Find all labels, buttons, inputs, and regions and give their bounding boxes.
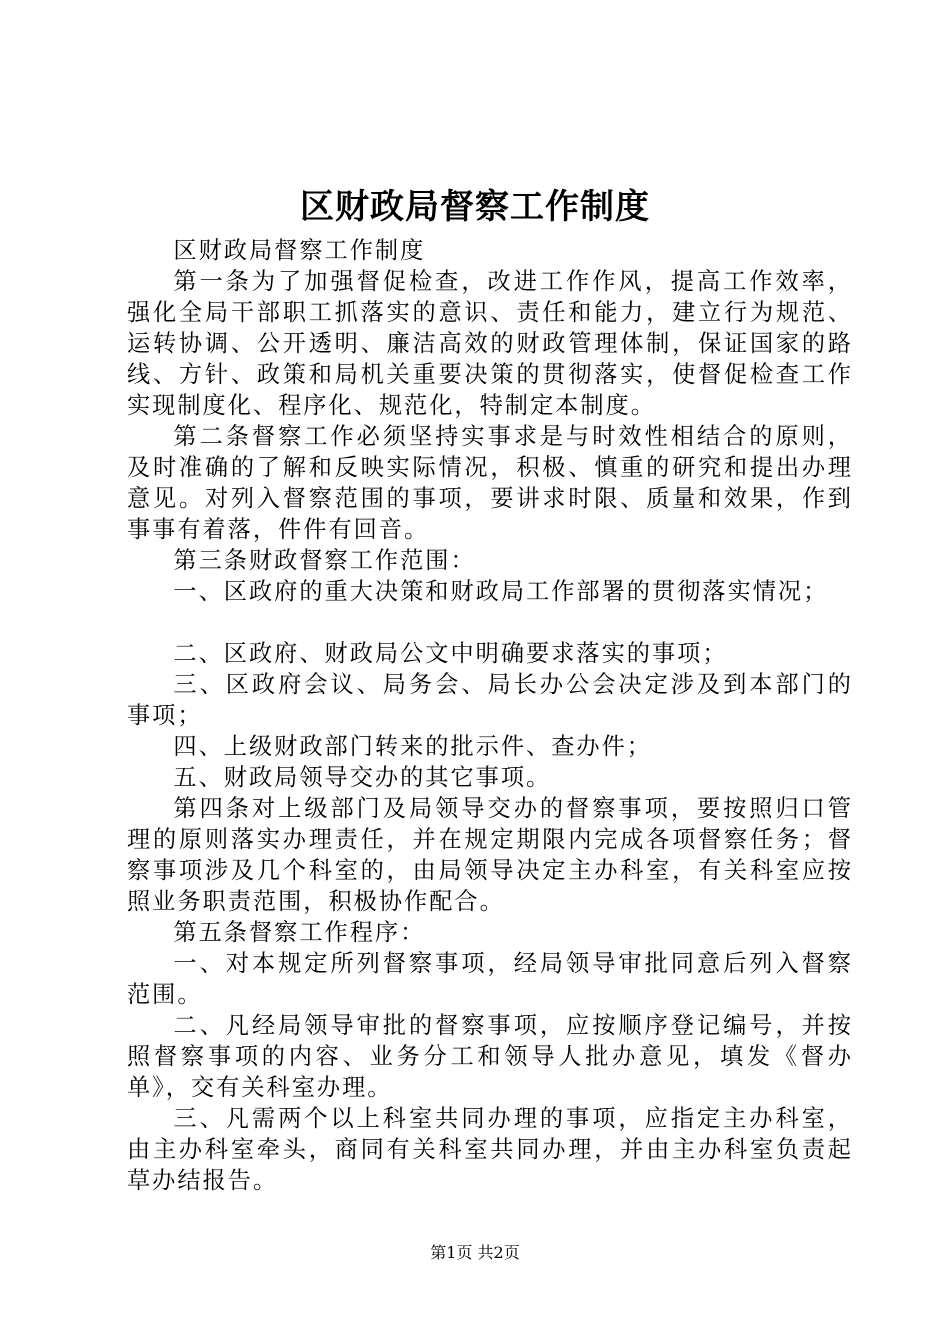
paragraph-scope-item-1: 一、区政府的重大决策和财政局工作部署的贯彻落实情况；	[173, 578, 829, 605]
paragraph-scope-item-5: 五、财政局领导交办的其它事项。	[173, 764, 552, 791]
paragraph-procedure-item-2: 二、凡经局领导审批的督察事项，应按顺序登记编号，并按照督察事项的内容、业务分工和领导人批办意见，填发《督办单》，交有关科室办理。	[127, 1012, 853, 1101]
paragraph-procedure-item-1: 一、对本规定所列督察事项，经局领导审批同意后列入督察范围。	[127, 950, 853, 1008]
paragraph-scope-item-3: 三、区政府会议、局务会、局长办公会决定涉及到本部门的事项；	[127, 671, 853, 729]
paragraph-scope-item-4: 四、上级财政部门转来的批示件、查办件；	[173, 733, 652, 760]
paragraph-procedure-item-3: 三、凡需两个以上科室共同办理的事项，应指定主办科室，由主办科室牵头，商同有关科室共同办理，并由主办科室负责起草办结报告。	[127, 1105, 853, 1194]
paragraph-heading: 区财政局督察工作制度	[173, 237, 426, 264]
paragraph-article-4: 第四条对上级部门及局领导交办的督察事项，要按照归口管理的原则落实办理责任，并在规定期限内完成各项督察任务；督察事项涉及几个科室的，由局领导决定主办科室，有关科室应按照业务职责范围，积极协作配合。	[127, 795, 853, 915]
paragraph-article-3: 第三条财政督察工作范围：	[173, 547, 476, 574]
paragraph-article-2: 第二条督察工作必须坚持实事求是与时效性相结合的原则，及时准确的了解和反映实际情况，积极、慎重的研究和提出办理意见。对列入督察范围的事项，要讲求时限、质量和效果，作到事事有着落，件件有回音。	[127, 423, 853, 543]
page-number-footer: 第1页 共2页	[430, 1243, 520, 1262]
paragraph-article-1: 第一条为了加强督促检查，改进工作作风，提高工作效率，强化全局干部职工抓落实的意识、责任和能力，建立行为规范、运转协调、公开透明、廉洁高效的财政管理体制，保证国家的路线、方针、政策和局机关重要决策的贯彻落实，使督促检查工作实现制度化、程序化、规范化，特制定本制度。	[127, 268, 853, 419]
paragraph-article-5: 第五条督察工作程序：	[173, 919, 426, 946]
document-body	[127, 235, 853, 1196]
document-title: 区财政局督察工作制度	[300, 187, 650, 227]
paragraph-scope-item-2: 二、区政府、财政局公文中明确要求落实的事项；	[173, 640, 728, 667]
